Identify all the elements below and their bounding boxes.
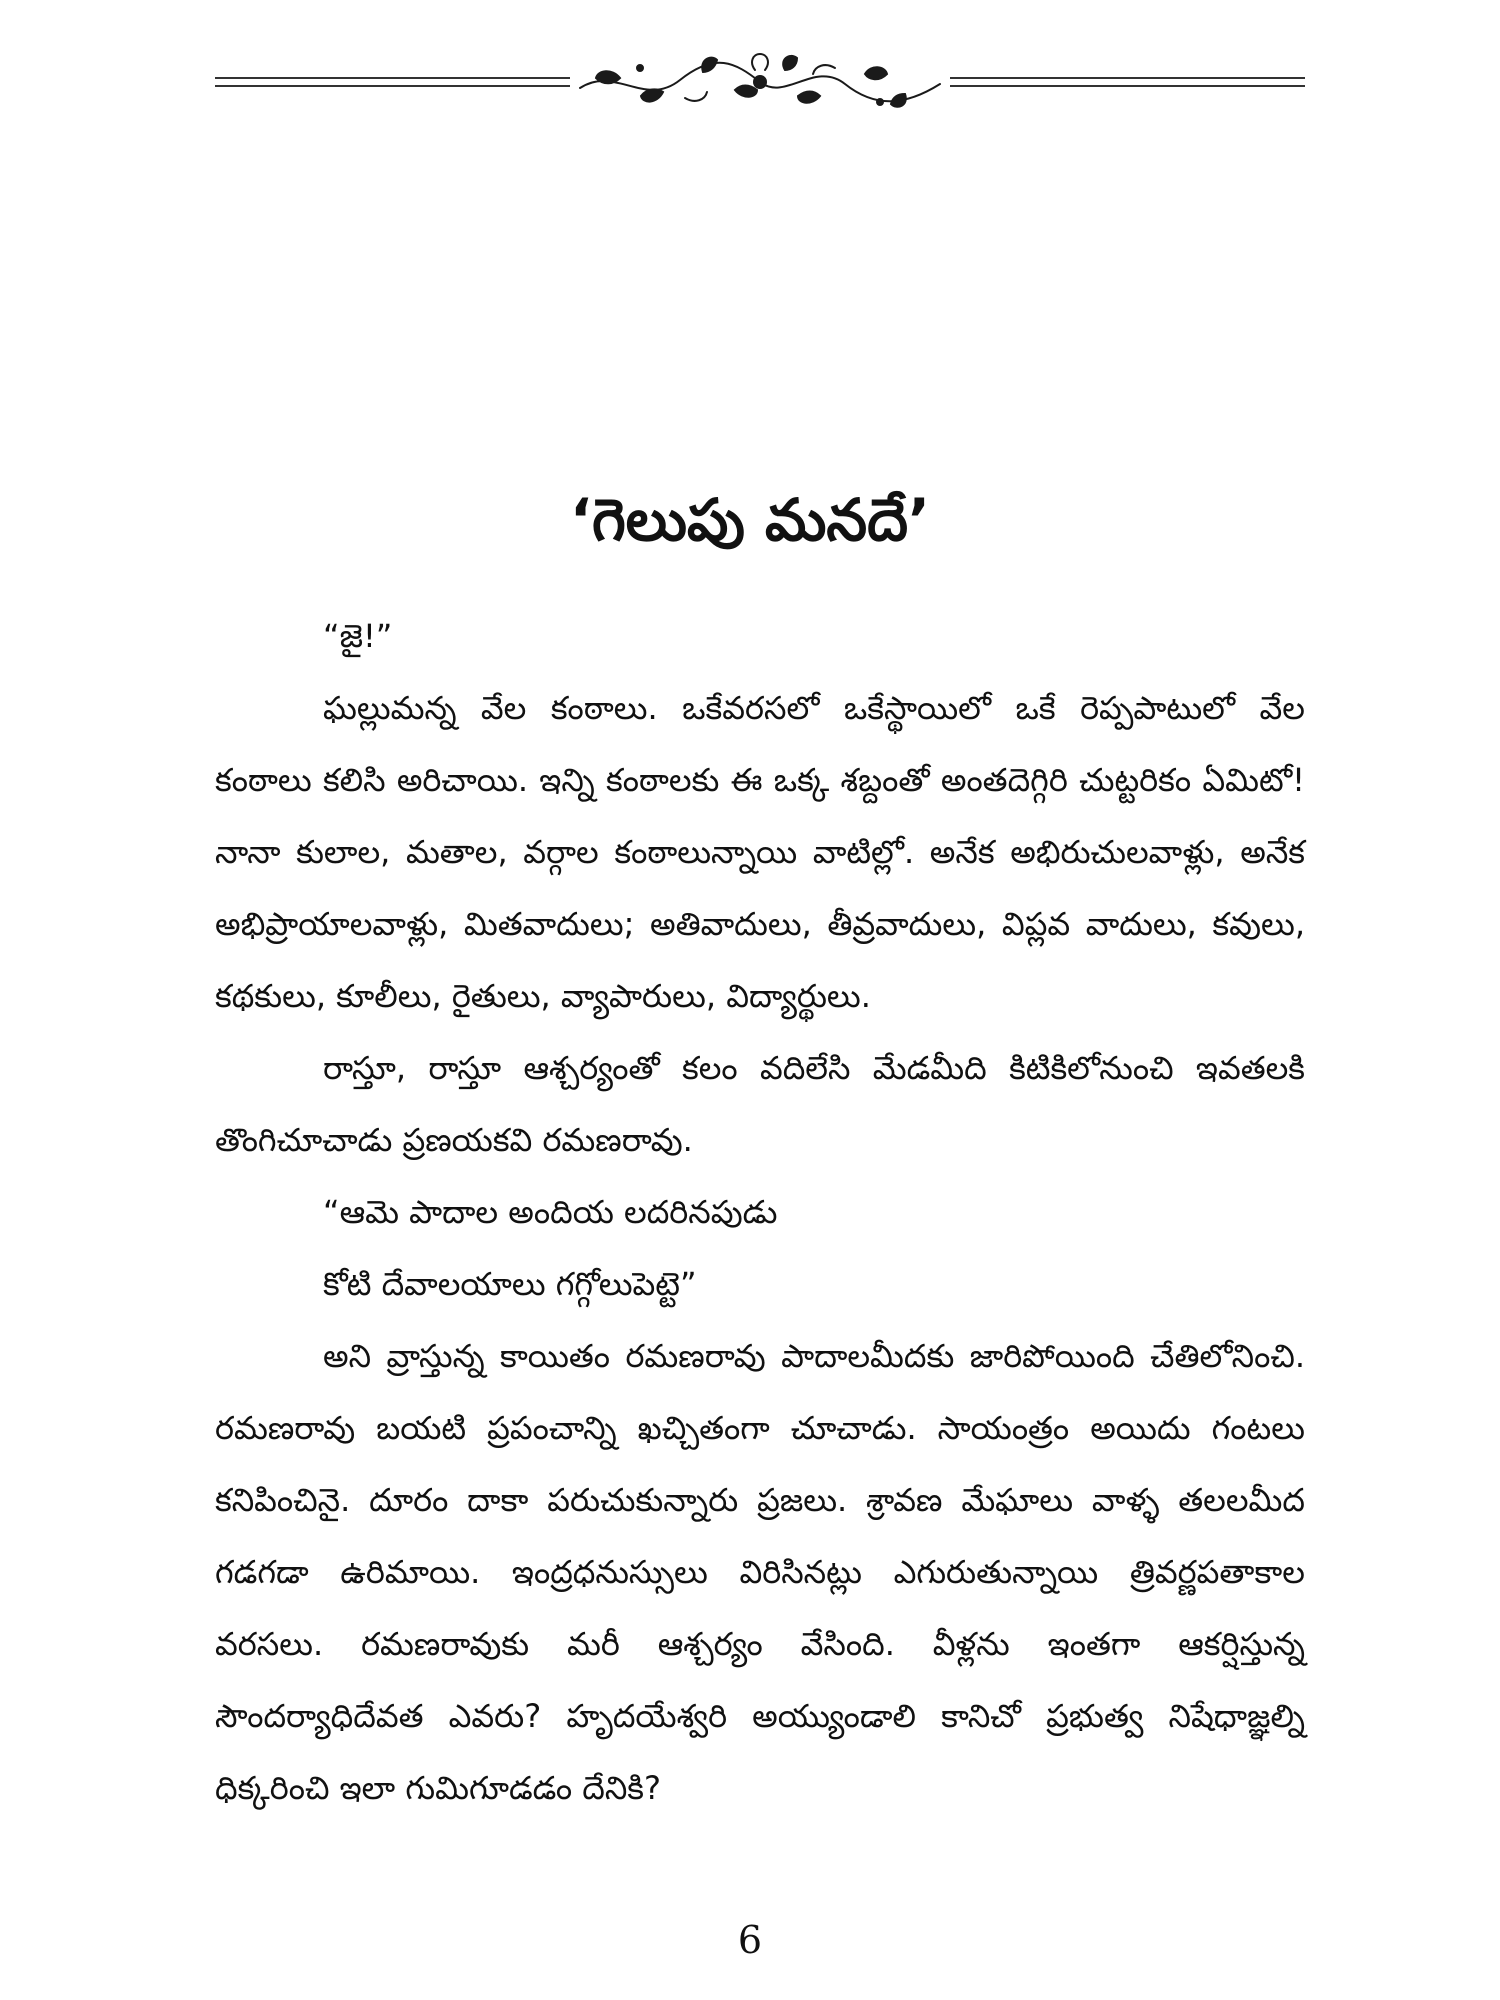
chapter-title: ‘గెలుపు మనదే’ (569, 486, 931, 554)
body-paragraph: అని వ్రాస్తున్న కాయితం రమణరావు పాదాలమీదకు జారిపోయింది చేతిలోనించి. రమణరావు బయటి ప్రపంచాన్ని ఖచ్చితంగా చూచాడు. సాయంత్రం అయిదు గంటలు కనిపించినై. దూరం దాకా పరుచుకున్నారు ప్రజలు. శ్రావణ మేఘాలు వాళ్ళ తలలమీద గడగడా ఉరిమాయి. ఇంద్రధనుస్సులు విరిసినట్లు ఎగురుతున్నాయి త్రివర్ణపతాకాల వరసలు. రమణరావుకు మరీ ఆశ్చర్యం వేసింది. వీళ్లను ఇంతగా ఆకర్షిస్తున్న సౌందర్యాధిదేవత ఎవరు? హృదయేశ్వరి అయ్యుండాలి కానిచో ప్రభుత్వ నిషేధాజ్ఞల్ని ధిక్కరించి ఇలా గుమిగూడడం దేనికి? (215, 1337, 1305, 1807)
floral-vine-divider-icon (215, 50, 1305, 120)
page-number: 6 (737, 1918, 763, 1962)
divider-line-right (950, 78, 1305, 86)
verse-line: కోటి దేవాలయాలు గగ్గోలుపెట్టె” (323, 1265, 697, 1303)
chapter-body (215, 600, 1305, 1824)
dialogue-paragraph: “జై!” (323, 617, 393, 655)
vine-ornament (580, 54, 940, 107)
body-paragraph: రాస్తూ, రాస్తూ ఆశ్చర్యంతో కలం వదిలేసి మేడమీది కిటికిలోనుంచి ఇవతలకి తొంగిచూచాడు ప్రణయకవి రమణరావు. (215, 1049, 1305, 1159)
body-paragraph: ఘల్లుమన్న వేల కంఠాలు. ఒకేవరసలో ఒకేస్థాయిలో ఒకే రెప్పపాటులో వేల కంఠాలు కలిసి అరిచాయి. ఇన్ని కంఠాలకు ఈ ఒక్క శబ్దంతో అంతదెగ్గిరి చుట్టరికం ఏమిటో! నానా కులాల, మతాల, వర్గాల కంఠాలున్నాయి వాటిల్లో. అనేక అభిరుచులవాళ్లు, అనేక అభిప్రాయాలవాళ్లు, మితవాదులు; అతివాదులు, తీవ్రవాదులు, విప్లవ వాదులు, కవులు, కథకులు, కూలీలు, రైతులు, వ్యాపారులు, విద్యార్థులు. (215, 689, 1305, 1015)
verse-line: “ఆమె పాదాల అందియ లదరినపుడు (323, 1193, 778, 1231)
divider-line-left (215, 78, 570, 86)
